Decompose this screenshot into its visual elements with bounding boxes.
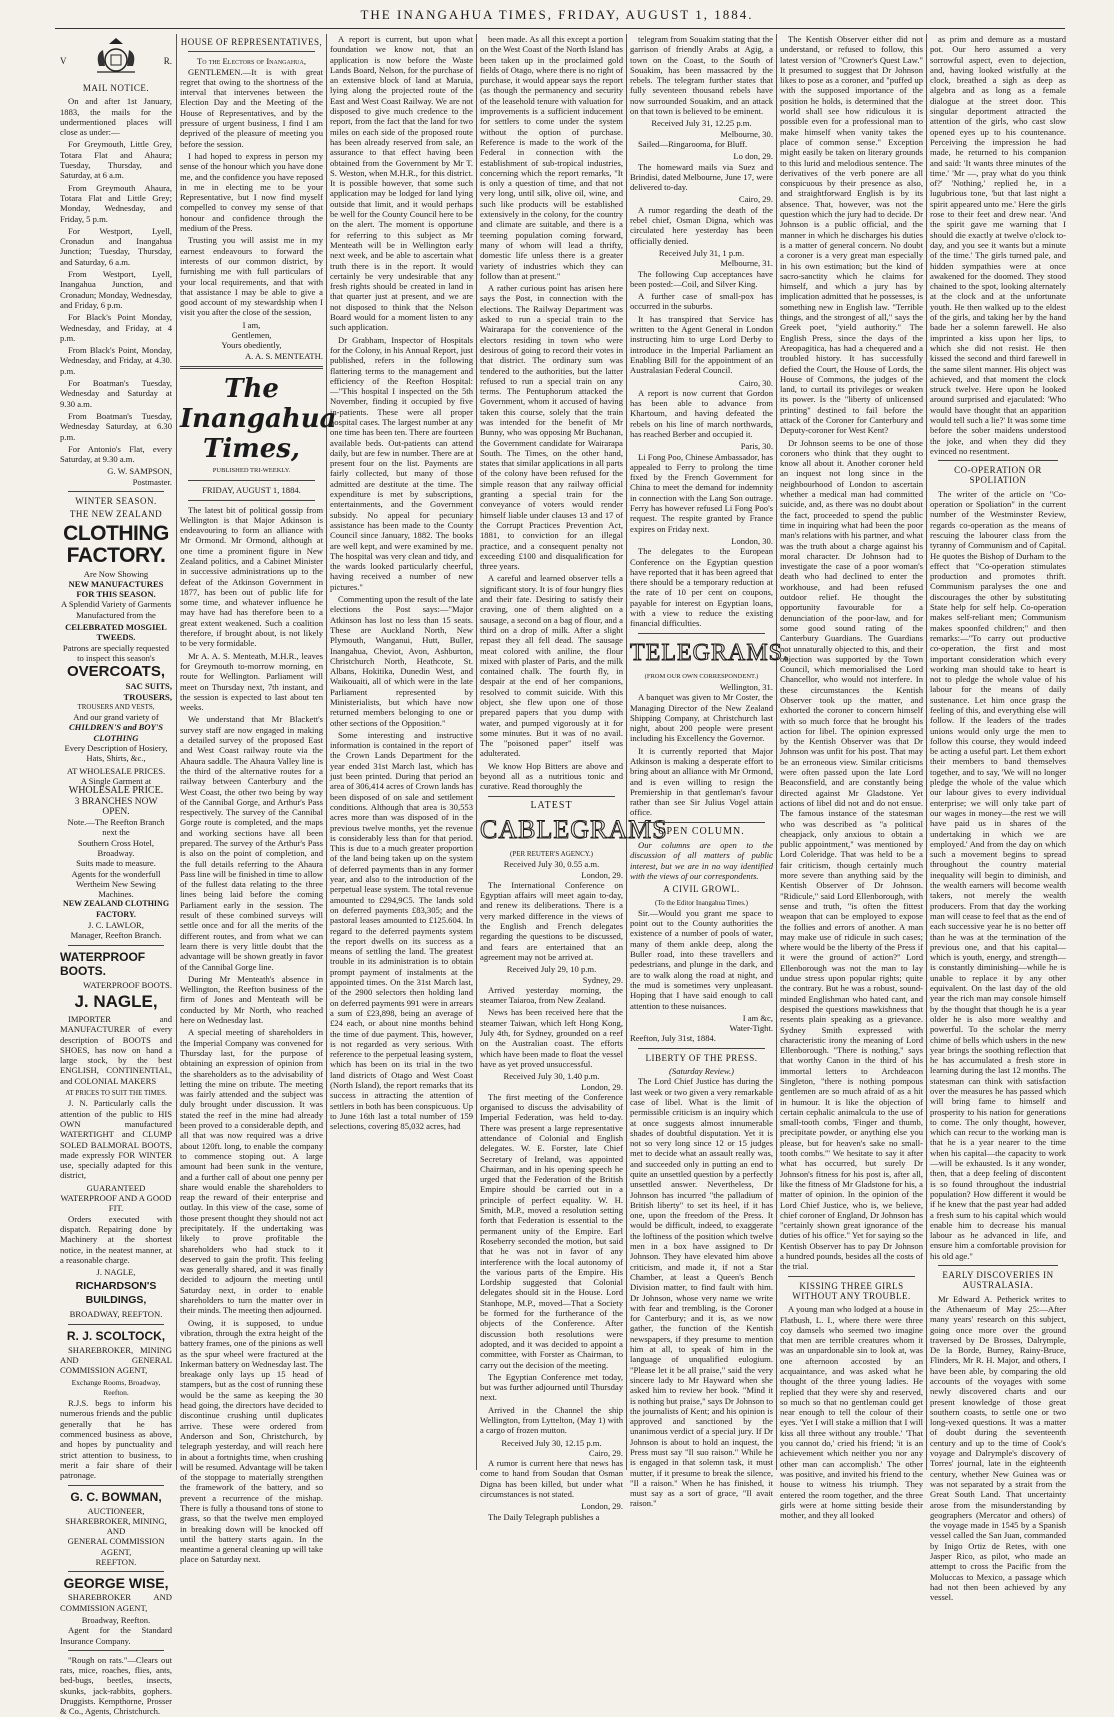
mail-notice-line: From Greymouth Ahaura, Totara Flat and Little Grey; Monday, Wednesday, and Friday, 5 p.m.	[60, 182, 172, 224]
cable-item: A rumor is current here that news has come to hand from Soudan that Osman Digna has been killed, but under what circumstances is not stated.	[480, 1458, 623, 1500]
article-body: A young man who lodged at a house in Flatbush, L. I., where there were three coy damsels who seemed two imagine that men are terrible creatures whom it was an unpardonable sin to look at, was one afternoon accosted by an acquaintance, and was asked what he thought of the three young ladies. He replied that they were shy and reserved, so much so that no gentleman could get near enough to tell the colour of their eyes. 'Yet I will stake a million that I will kiss all three without any trouble.' 'That you cannot do,' cried his friend; 'it is an achievement which neither you nor any other man can accomplish.' The other was positive, and invited his friend to the house to witness his triumph. They entered the room together, and the three girls were at home sitting beside their mother, and they all looked	[780, 1304, 923, 1521]
news-paragraph: A banquet was given to Mr Coster, the Managing Director of the New Zealand Shipping Company, at Christchurch last night, about 200 people were present including his Excellency the Governor.	[630, 692, 773, 744]
showing-line: Are Now Showing	[83, 568, 149, 579]
overcoats: OVERCOATS,	[66, 663, 166, 681]
new-manufactures: NEW MANUFACTURES FOR THIS SEASON.	[68, 578, 164, 600]
broadway-reefton: BROADWAY, REEFTON.	[69, 1309, 163, 1320]
news-paragraph: A report is now current that Gordon has been able to advance from Khartoum, and having defeated the rebels on his line of march northwards, has reached Berber and occupied it.	[630, 387, 773, 439]
open-column-note: Our columns are open to the discussion of all matters of public interest, but we are in no way identified with the views of our correspondents.	[630, 840, 773, 881]
cable-dateline: Lo don, 29.	[733, 151, 773, 162]
separator	[180, 366, 323, 369]
saturday-review: (Saturday Review.)	[669, 1066, 734, 1077]
house-of-reps-title: HOUSE OF REPRESENTATIVES,	[180, 37, 323, 47]
telegrams-heading: TELEGRAMS.	[630, 639, 790, 666]
reefton-label: REEFTON.	[95, 1557, 137, 1568]
cable-dateline: London, 30.	[731, 535, 773, 546]
news-paragraph: A careful and learned observer tells a significant story. It is of four hungry flies and their fate. Desiring to satisfy their craving, one of them alighted on a sausage, a second on a bag of flour, and a third on a drop of milk. After a slight repast they all fell dead. The sausage meat colored with aniline, the flour mixed with plaster of Paris, and the milk contained chalk. The fourth fly, in despair at the end of her companions, resolved to commit suicide. With this object, she flew upon one of those prepared papers that you dump with water, and pumped vigorously at it for some minutes. But it was of no avail. The "poisoned paper" itself was adulterated.	[480, 573, 623, 759]
letter-signoff: I am &c,	[742, 1012, 773, 1023]
menteath-signature: A. A. S. MENTEATH.	[244, 350, 323, 361]
news-paragraph: been made. As all this except a portion on the West Coast of the North Island has been taken up in the proclaimed gold fields of Otago, where there is no right of purchase, it would appear says the report (as though the permanency and security of the leasehold tenure with valuation for improvements is a sufficient inducement for settlers to come under the system without the option of purchase. Reference is made to the work of the Federal in connection with the establishment of sub-tropical industries, concerning which the report remarks, "It is only a question of time, and that not very long, until silk, olive oil, wine, and such like products will be established extensively in the colony, for the country and climate are suitable, and there is a teeming population coming forward, many of whom will lead a thrifty, domestic life unless there is a greater variety of industries which they can follow than at present."	[480, 34, 623, 281]
nagle-body: IMPORTER and MANUFACTURER of every description of BOOTS and SHOES, has now on hand a large stock, by the best ENGLISH, CONTINENTIAL, and COLONIAL MAKERS	[60, 1013, 172, 1086]
masthead-title: THE INANGAHUA TIMES, FRIDAY, AUGUST 1, 1884.	[360, 7, 754, 22]
column-rule	[176, 34, 177, 1470]
editorial-paragraph: The latest bit of political gossip from Wellington is that Major Atkinson is endeavouring to form an alliance with Mr Ormond. Mr Ormond, although at one time a prominent figure in New Zealand politics, and a Cabinet Minister in successive administrations up to the defeat of the Atkinson Government in 1877, has been out of public life for some time, and whatever influence he may have had has therefore been to a great extent weakened. Such a coalition therefore, if brought about, is not likely to be very formidable.	[180, 504, 323, 649]
exchange-rooms: Exchange Rooms, Broadway, Reefton.	[71, 1377, 161, 1397]
cable-item: Received July 30, 1.40 p.m.	[503, 1071, 600, 1082]
trousers: TROUSERS,	[123, 691, 172, 702]
news-paragraph: A report is current, but upon what foundation we know not, that an application is now before the Waste Lands Board, Nelson, for the purchase of an extensive block of land at Maruia, lying along the projected route of the East and West Coast Railway. We are not disposed to give much credence to the report, from the fact that the land for two miles on each side of the proposed route has been already reserved from sale, an assurance to that effect having been obtained from the Government by Mr T. S. Weston, when M.H.R., for this district. It is possible however, that some such application may be lodged for land lying outside that limit, and it would perhaps be well for the County Council here to be on the alert. The moment is opportune for referring to this subject as Mr Menteath will be in Wellington early next week, and be able to ascertain what truth there is in the report. It would certainly be very undesirable that any fresh rights should be created in land in that quarter just at present, and we are not disposed to think that the Nelson Board would for a moment listen to any such application.	[330, 34, 473, 333]
cooperation-heading: CO-OPERATION OR SPOLIATION	[954, 465, 1042, 486]
cable-dateline: Melbourne, 31.	[720, 258, 773, 269]
cable-item: News has been received here that the steamer Taiwan, which left Hong Kong, July 4th, for Sydney, grounded on a reef on the Australian coast. The efforts which have been made to float the vessel have as yet proved unsuccessful.	[480, 1007, 623, 1069]
scoltock-heading: R. J. SCOLTOCK,	[66, 1328, 166, 1343]
news-paragraph: We know Hop Bitters are above and beyond all as a nutritious tonic and curative. Read thoroughly the	[480, 760, 623, 792]
childrens-clothing: CHILDREN'S and BOY'S CLOTHING	[68, 722, 164, 743]
trousers-vests: TROUSERS AND VESTS,	[77, 702, 155, 711]
news-paragraph: Some interesting and instructive information is contained in the report of the Crown Lands Department for the year ended 31st March last, which has just been printed. During that period an area of 306,414 acres of Crown lands has been disposed of on sale and settlement conditions. Although that area is 30,553 acres more than was disposed of in the previous twelve months, yet the revenue is considerably less than for that period. This is due to a much greater proportion of the land being taken up on the system of deferred payments than in any former year, and also to the introduction of the perpetual lease system. The total revenue amounted to £294,9C5. The lands sold on deferred payments £83,305; and the pastoral leases amounted to £125.604. In regard to the deferred payments system the report dwells on its success as a means of settling the land. The greatest trouble in its administration is to obtain prompt payment of instalments at the appointed times. On the 31st March last, of the 2900 selectors then holding land on deferred payments 991 were in arrears a sum of £23,898, being an average of £24 each, or about nine months behind the time of due payment. This, however, is not regarded as very serious. With reference to the perpetual leasing system, which has been on its trial in the two land districts of Otago and West Coast (North Island), the report remarks that its success in attracting the attention of settlers in both has been conspicuous. Up to June 16th last a total number of 159 selections, covering 85,032 acres, had	[330, 729, 473, 1132]
liberty-press-heading: LIBERTY OF THE PRESS.	[645, 1052, 758, 1063]
news-paragraph: telegram from Souakim stating that the garrison of friendly Arabs at Agig, a town on the Coast, to the South of Souakim, has been massacred by the rebels. The telegram further states that fully seventeen thousand rebels have now surrounded Souakim, and an attack on that town is believed to be eminent.	[630, 34, 773, 117]
royal-crest-icon	[91, 36, 141, 76]
separator	[188, 500, 315, 501]
masthead	[0, 0, 1114, 30]
separator	[68, 1650, 164, 1651]
column-rule	[476, 34, 477, 1470]
mail-signature: G. W. SAMPSON,	[107, 466, 172, 477]
guaranteed-line: GUARANTEED WATERPROOF AND A GOOD FIT.	[60, 1182, 172, 1214]
agents-line: Agents for the wonderfull	[71, 868, 161, 879]
cable-dateline: London, 29.	[581, 869, 623, 880]
kissing-heading: KISSING THREE GIRLS WITHOUT ANY TROUBLE.	[792, 1280, 911, 1301]
scoltock-body: SHAREBROKER, MINING AND GENERAL COMMISSION AGENT,	[60, 1344, 172, 1376]
wholesale-prices: AT WHOLESALE PRICES.	[66, 765, 166, 776]
separator	[938, 460, 1058, 461]
reuter-agency: (PER REUTER'S AGENCY.)	[509, 849, 593, 858]
gentlemen: Gentlemen,	[231, 330, 272, 341]
nagle-body2: J. N. Particularly calls the attention of the public to HIS OWN manufactured WATERTIGHT and CLUMP SOLED BALMORAL BOOTS, made expressly FOR WINTER use, specially adapted for this district,	[60, 1098, 172, 1181]
mail-notice-line: On and after 1st January, 1883, the mails for the undermentioned places will close as under:—	[60, 96, 172, 138]
cable-item: The Daily Telegraph publishes a	[488, 1511, 600, 1522]
lawlor-name: J. C. LAWLOR,	[88, 920, 144, 931]
orders-line: Orders executed with dispatch. Repairing done by Machinery at the shortest notice, in the neatest manner, at a reasonable charge.	[60, 1213, 172, 1265]
editorial-paragraph: During Mr Menteath's absence in Wellington, the Reefton business of the firm of Jones and Menteath will be conducted by Mr North, who reached here on Wednesday last.	[180, 973, 323, 1026]
mosgiel-tweeds: CELEBRATED MOSGIEL TWEEDS.	[65, 622, 167, 643]
column-rule	[626, 34, 627, 1470]
nz-heading: THE NEW ZEALAND	[69, 509, 163, 520]
masthead-rule	[55, 28, 1065, 29]
cable-item: Received July 30, 0.55 a.m.	[503, 859, 600, 870]
wise-heading: GEORGE WISE,	[63, 1575, 169, 1592]
cable-dateline: London, 29.	[581, 1501, 623, 1512]
column-rule	[326, 34, 327, 1470]
column-article	[780, 34, 923, 1521]
waterproof-boots-heading: WATERPROOF BOOTS.	[60, 949, 146, 978]
mail-notice-line: For Boatman's Tuesday, Wednesday and Saturday at 9.30 a.m.	[60, 378, 172, 409]
mail-notice-line: For Greymouth, Little Grey, Totara Flat and Ahaura; Tuesday, Thursday, and Saturday, at 6 a.m.	[60, 139, 172, 181]
news-paragraph: The delegates to the European Conference on the Egyptian question have reported that it has been agreed that there should be a temporary reduction at the rate of 10 per cent on coupons, payable for interest on Egyptian loans, with a view to reduce the existing financial difficulties.	[630, 546, 773, 629]
early-discoveries-heading: EARLY DISCOVERIES IN AUSTRALASIA.	[942, 1270, 1054, 1291]
clothing-factory-heading: CLOTHING FACTORY.	[63, 521, 169, 567]
auctioneer: AUCTIONEER,	[87, 1505, 145, 1516]
royal-crest-block	[60, 36, 172, 80]
cable-dateline: Melbourne, 30.	[720, 128, 773, 139]
address-paragraph: GENTLEMEN.—It is with great regret that owing to the shortness of the interval that intervenes between the Election Day and the Meeting of the House of Representatives, and by the pressure of urgent business, I find I am deprived of the pleasure of meeting you before the session.	[180, 66, 323, 149]
wise-agent: Agent for the Standard Insurance Company.	[60, 1625, 172, 1646]
paper-title: The Inangahua Times,	[180, 373, 337, 464]
mail-notice-title: MAIL NOTICE.	[82, 83, 150, 93]
editorial-paragraph: A special meeting of shareholders in the Imperial Company was convened for Thursday last, for the purpose of obtaining an expression of opinion from the shareholders as to the advisability of letting the mine on tribute. The meeting was fairly attended and the subject was duly brought under discussion. It was stated the reef in the mine had already been proved to a considerable depth, and all that was now required was a drive about 120ft. long, to enable the company to commence stoping out. A large amount had been sunk in the venture, and a further call of about one penny per share would enable the shareholders to reap the reward of their enterprise and outlay. In this view of the case, some of those present thought they should not act precipitately. If the undertaking was likely to prove profitable the shareholders who had stuck to it deserved to gain the profit. This feeling was generally shared, and it was finally decided to adjourn the meeting until Saturday next, in order to enable shareholders to turn the matter over in their minds. The meeting then adjourned.	[180, 1027, 323, 1316]
general-commission: GENERAL COMMISSION	[67, 1536, 165, 1547]
waterproof-boots-sub: WATERPROOF BOOTS.	[83, 979, 172, 990]
article-body: The Kentish Observer either did not understand, or refused to follow, this latest version of "Crowner's Quest Law." It presumed to suggest that Dr Johnson likes to pose as a coroner, and "puffed up with the supposed importance of the position he holds, is determined that the world shall see how ridiculous it is possible even for a professional man to make himself when vanity takes the place of common sense." Exception might easily be taken on literary grounds to this lurid and melodious sentence. The derivatives of the verb ponere are all conspicuous by their presence as also, and straightforward English is by its absence. That, however, was not the question which the jury had to decide. Dr Johnson is a public official, and the manner in which he discharges his duties is a matter of general concern. No doubt a coroner is a very great man especially in his own estimation; but the kind of sacro-sanctity which he claims for himself, and which a jury has by implication admitted that he possesses, is something new in English law. "Terrible things, and the strongest of all," says the Greek poet, "yield authority." The English Press, since the days of the Areopagitica, has had a chequered and a troubled history. It has successfully defied the Court, the House of Lords, the House of Commons, the judges of the land, to curtail its privileges or weaken its power. Is the "liberty of unlicensed printing" destined to fail before the attack of the Coroner for Canterbury and Deputy-coroner for West Kent?	[780, 34, 923, 436]
column-rule	[926, 34, 927, 1470]
yours-obediently: Yours obediently,	[221, 340, 282, 351]
richardson-buildings: RICHARDSON'S BUILDINGS,	[75, 1280, 157, 1307]
separator	[488, 796, 615, 797]
crest-letter-r: R.	[163, 56, 172, 66]
news-paragraph: Commenting upon the result of the late elections the Post says:—"Major Atkinson has lost no less than 15 seats. These are Auckland North, New Plymouth, Wanganui, Hutt, Buller, Inangahua, Cheviot, Avon, Ashburton, Christchurch North, Heathcote, St. Albans, Hokitika, Dunedin West, and Waikouaiti, all of which were in the late Parliament represented by Ministerialists, but which have now returned members belonging to one or other sections of the Opposition."	[330, 594, 473, 728]
separator	[188, 51, 315, 52]
letter-body: Sir.—Would you grant me space to point out to the County authorities the existence of a number of pools of water, many of them ankle deep, along the Buller road, into these travellers and pedestrians, and plunge in the dark, and are to walk along the road at night, and the mud is sometimes very unpleasant. Hoping that I have said enough to call attention to these nuisances.	[630, 907, 773, 1011]
cable-item: Received July 29, 10 p.m.	[506, 964, 597, 975]
column-features	[930, 34, 1066, 1603]
mail-notice-line: For Black's Point Monday, Wednesday, and Friday, at 4 p.m.	[60, 312, 172, 343]
separator	[938, 1265, 1058, 1266]
column-cablegrams	[480, 34, 668, 1522]
editorial-paragraph: Mr A. A. S. Menteath, M.H.R., leaves for Greymouth to-morrow morning, en route for Wellington. Parliament will meet on Thursday next, 7th instant, and the session is expected to last about ten weeks.	[180, 650, 323, 713]
sac-suits: SAC SUITS,	[125, 681, 172, 692]
column-rule	[776, 34, 777, 1470]
agent-label: AGENT,	[100, 1546, 132, 1557]
branches-open: 3 BRANCHES NOW OPEN.	[74, 796, 158, 817]
prices-line: AT PRICES TO SUIT THE TIMES.	[65, 1089, 167, 1098]
cable-dateline: Cairo, 30.	[738, 377, 773, 388]
news-paragraph: A further case of small-pox has occurred in the suburbs.	[630, 291, 773, 312]
wise-address: Broadway, Reefton.	[81, 1614, 151, 1625]
letter-signature: Water-Tight.	[729, 1023, 773, 1034]
cable-item: Arrived in the Channel the ship Wellington, from Lyttelton, (May 1) with a cargo of frozen mutton.	[480, 1404, 623, 1436]
variety-line: A Splendid Variety of Garments Manufactured from the	[60, 599, 172, 620]
separator	[68, 491, 164, 492]
news-paragraph: The following Cup acceptances have been posted:—Coil, and Silver King.	[630, 268, 773, 289]
cable-dateline: Wellington, 31.	[719, 681, 773, 692]
editorial-date: FRIDAY, AUGUST 1, 1884.	[202, 485, 301, 496]
column-news	[330, 34, 473, 1470]
cable-item: The Egyptian Conference met today, but was further adjourned until Thursday next.	[480, 1371, 623, 1403]
separator	[638, 1048, 765, 1049]
cable-item: The first meeting of the Conference organised to discuss the advisability of Imperial Federation, was held to-day. There was present a large representative attendance of Colonial and English delegates. W. E. Forster, late Chief Secretary of Ireland, was appointed Chairman, and in his opening speech he urged that the Federation of the British Empire should be carried out in a principle of perfect equality. W. H. Smith, M.P., moved a resolution setting forth that Federation is essential to the permanent unity of the Empire. Earl Roseberry seconded the motion, but said that he was not in favor of any interference with the local autonomy of the various parts of the Empire. His Lordship suggested that Colonial delegates should sit in the House. Lord Stanhope, M.P., moved—That a Society be formed for the furtherance of the objects of the Conference. After discussion both resolutions were adopted, and it was decided to appoint a committee, with Forster as Chairman, to carry out the decision of the meeting.	[480, 1091, 623, 1370]
bowman-body: SHAREBROKER, MINING, AND	[65, 1515, 167, 1537]
article-body: The writer of the article on "Co-operation or Spoliation" in the current number of the Westminster Review, regards co-operation as the means of rescuing the labourer class from the tyranny of Communism and of Capital. He quotes the Bishop of Durham to the effect that "Co-operation stimulates production and promotes thrift. Communism paralyses the one and discourages the other by substituting State help for self help. Co-operation makes self-reliant men; Communism makes spoonfed children;" and then remarks:—"To carry out productive co-operation, the first and most important consideration which every working man should take to heart is not to pledge the whole value of his labour for the means of daily sustenance. Let him once grasp the feeling of this, and everything else will follow. If the leaders of the trades unions would only urge the men to follow this course, they would indeed be acting a useful part. Let them exhort their members to band themselves together, and to say, 'We will no longer pledge the whole of the value which our labour gives to every individual enterprise; we will only take part of our wages in money—the rest we will have paid us in shares of the undertaking in which we are employed.' And from the day on which such a movement begins to spread throughout the country material inequality will begin to diminish, and the wealth earners will become wealth takers, not merely the wealth producers. From that day the working man will cease to feel that as the end of each successive year he is no better off than he was at the termination of the previous one, and that his capital—which is youth, energy, and strength—is constantly diminishing—while he is unable to replace it by any other equivalent. On the last day of the old year the rich man may console himself by the thought that though he is a year older he is also more wealthy and powerful. To the scholar the merry chime of bells which ushers in the new year brings the soothing reflection that he has accumulated a fresh store in learning during the last 12 months. The statesman can think with satisfaction over the measures he has passed which will bring fame to himself and prosperity to his nation for generations to come. The only thought, however, which can recur to the working man is that he is a year nearer to the time when his capital—the capacity to work—will be exhausted. Is it any wonder, then, that a deep feeling of discontent is so found throughout the industrial population? How different it would be if he knew that the past year had added a fresh sum to his capital which would enable him to decrease his manual labour as he advanced in life, and ensure him a comfortable provision for his old age."	[930, 488, 1066, 1261]
cable-dateline: Paris, 30.	[740, 441, 773, 452]
separator	[638, 822, 765, 823]
nagle-sig: J. NAGLE,	[96, 1267, 136, 1278]
wholesale-price: WHOLESALE PRICE.	[68, 785, 164, 797]
cable-dateline: Cairo, 29.	[738, 194, 773, 205]
news-paragraph: A rather curious point has arisen here says the Post, in connection with the elections. The Railway Department was asked to run a special train to the Wairarapa for the convenience of the electors residing in town who were desirous of going to record their votes in that district. The ordinary sum was tendered to the authorities, but the latter refused to run a special train on any terms. The Pentuphorum attacked the Government, whom it accused of having taken this course, solely that the train was intended for the benefit of Mr Bunny, who was opposing Mr Buchanan, the Government candidate for Wairarapa South. The Times, on the other hand, states that similar applications in all parts of the colony have been refused for the simple reason that any railway official granting a special train for the conveyance of voters would render himself liable under clauses 13 and 17 of the Corrupt Practices Prevention Act, 1881, to conviction for an illegal practice, and a consequent penalty not exceeding £100 and disqualification for three years.	[480, 283, 623, 572]
mail-notice-line: For Westport, Lyell, Cronadun and Inangahua Junction; Tuesday, Thursday, and Saturday, 6 a.m.	[60, 225, 172, 267]
patrons-line: Patrons are specially requested to inspect this season's	[62, 642, 170, 663]
address-paragraph: Trusting you will assist me in my earnest endeavours to forward the interests of our common district, by furnishing me with full particulars of your local requirements, and that with that assistance I may be able to give a good account of my stewardship when I visit you after the close of the session,	[180, 235, 323, 318]
cable-item: Received July 30, 12.15 p.m.	[501, 1437, 602, 1448]
crest-letter-v: V	[60, 56, 67, 66]
news-paragraph: It is currently reported that Major Atkinson is making a desperate effort to bring about an alliance with Mr Ormond, and is even willing to resign the Premiership in that gentleman's favour rather than see Sir Julius Vogel attain office.	[630, 745, 773, 818]
bowman-heading: G. C. BOWMAN,	[70, 1489, 162, 1504]
mail-signature-role: Postmaster.	[132, 476, 172, 487]
published-tri-weekly: PUBLISHED TRI-WEEKLY.	[212, 466, 291, 474]
cable-item: Received July 31, 1 p.m.	[658, 247, 745, 258]
lawlor-role: Manager, Reefton Branch.	[70, 930, 162, 941]
article-body: The Lord Chief Justice has during the last week or two given a very remarkable case of libel. What is the limit of permissible criticism is an inquiry which at once suggests almost innumerable shades of doubtful disputation. Yet it is not so very long since 12 or 15 judges met to decide what an assault really was, and succeeded only in putting an end to quite an unsettled question by a perfectly unsettled answer. Nevertheless, Dr Johnson has incurred "the palladium of British liberty" to set its heel, if it has one, upon the freedom of the Press. It would be difficult, indeed, to exaggerate the loftiness of the position which twelve men in a box have assigned to Dr Johnson. They have elevated him above criticism, and made it, if not a Star Chamber, at least a Queen's Bench Division matter, to find fault with him. Dr Johnson, whose very name we write with fear and trembling, is the Coroner for Canterbury; and it is, as we now gather, the function of the Kentish newspapers, if they presume to mention him at all, to speak of him in the language of unqualified eulogium. "Please let it be all praise," said the very sincere lady to Mr Hayward when she asked him to review her book. "Mind it is nothing but praise," says Dr Johnson to the journalists of Kent; and his opinion is approved and sanctioned by the unanimous verdict of a special jury. If Dr Johnson is about to hold an inquest, the Press must say "Il suo raison." While he is engaged in that solemn task, it must mutter, if it presume to break the silence, "Il a raison." When he has finished, it must say as a sort of grace, "Il avait raison."	[630, 1076, 773, 1509]
separator	[68, 1324, 164, 1325]
cable-dateline: London, 29.	[581, 1081, 623, 1092]
column-editorial	[180, 34, 337, 1565]
cable-dateline: Cairo, 29.	[588, 1447, 623, 1458]
article-body: Dr Johnson seems to be one of those coroners who think that they ought to know all about it. Another coroner held an inquest not long since in the neighbourhood of London to ascertain whether a medical man had committed suicide, and, as there was no doubt about the fact, proceeded to spend the public time in inquiring what had been the poor man's relations with his partner, and what was the truth about a charge against his moral character. Dr Johnson had to investigate the case of a poor woman's death who had declined to enter the workhouse, and had been refused outdoor relief. He thought the opportunity favourable for a denunciation of the poor-law, and for some good sound rating of the Canterbury Guardians. The Guardians not unnaturally objected to this, and their objection was supported by the Town Council, which memorialised the Lord Chancellor, who would not interfere. In these circumstances the Kentish Observer took up the matter, and exhorted the coroner to concern himself with so much force that he brought his action for libel. The opinion expressed by the Kentish Observer was that Dr Johnson was unfit for his post. That may be an erroneous view. Similar criticisms were often passed upon the late Lord Beaconsfield, and are constantly being directed against Mr Gladstone. Yet actions of libel did not and do not ensue. The famous instance of the statesman who was described as "a political cheapjack, only anxious to obtain a public appointment," was mentioned by Lord Coleridge. That was held to be a fair criticism, though certainly much more severe than anything said by the Kentish Observer of Dr Johnson. "Ridicule," said Lord Ellenborough, with sense and truth, "is often the fittest weapon that can be employed to expose the follies and errors of another. A man may make use of ridicule in such cases; where would be the liberty of the Press if it were the ground of action?" Lord Ellenborough was not the man to lay undue stress upon popular rights; quite the contrary. But he was a robust, sound-minded Englishman who hated cant, and despised the questions mawkishness that resents plain speaking as a grievance. Sydney Smith expressed with characteristic irony the meaning of Lord Ellenborough. "There is nothing," says that worthy Canon in the third of his immortal letters to Archdeacon Singleton, "there is nothing pompous gentlemen are so much afraid of as a hit in humour. It is like the objection of certain cephalic animalcula to the use of small-tooth combs, 'Finger and thumb, precipitate powder, or anything else you please, but for heaven's sake no small-tooth combs.'" We hesitate to say it after what has occurred, but surely Dr Johnson's fitness for his post is, after all, like the fitness of Mr Gladstone for his, a matter of opinion. In the opinion of the Lord Chief Justice, who is, we believe, chief coroner of England, Dr Johnson has "certainly shown great ignorance of the duties of his office." Yet for saying so the Kentish Observer has to pay Dr Johnson a hundred pounds, besides all the costs of the trial.	[780, 437, 923, 1272]
nagle-heading: J. NAGLE,	[74, 991, 158, 1011]
rough-on-rats: "Rough on rats."—Clears out rats, mice, roaches, flies, ants, bed-bugs, beetles, insects, skunks, jack-rabbits, gophers. Druggists. Kempthorne, Prosser & Co., Agents, Christchurch.	[60, 1654, 172, 1717]
cable-dateline: Sydney, 29.	[582, 974, 623, 985]
cable-item: Received July 31, 12.25 p.m.	[651, 118, 752, 129]
mail-notice-line: From Black's Point, Monday, Wednesday, and Friday, at 4.30. p.m.	[60, 345, 172, 376]
article-body: Mr Edward A. Petherick writes to the Athenaeum of May 25:—After many years' research on this subject, going once more over the ground traversed by De Brosses, Dalrymple, De la Borde, Burney, Rainy-Bruce, Flinders, Mr R. H. Major, and others, I have been able, by comparing the old accounts of the voyages with some newly discovered charts and our present knowledge of those great southern coasts, to settle one or two long-vexed questions. It was a matter of doubt during the seventeenth century and up to the time of Cook's voyage and Dalrymple's discovery of Torres' journal, late in the eighteenth century, whether New Guinea was or was not separated by a strait from the Great South Land. That uncertainty arose from the misunderstanding by geographers (Mercator and others) of the voyage made in 1545 by a Spanish vessel called the San Juan, commanded by Inigo Ortiz de Retes, with one Jasper Rico, as pilot, who made an attempt to cross the Pacific from the Moluccas to Mexico, a passage which had not then been achieved by any vessel.	[930, 1293, 1066, 1603]
wise-body: SHAREBROKER AND COMMISSION AGENT,	[60, 1592, 172, 1613]
civil-growl-heading: A CIVIL GROWL.	[663, 884, 740, 895]
news-paragraph: Li Fong Poo, Chinese Ambassador, has appealed to Ferry to prolong the time fixed by the French Government for China to meet the demand for indemnity in connection with the Lang Son outrage. Ferry has however refused Li Fong Poo's request. The respite granted by France expires on Friday next.	[630, 451, 774, 534]
address-paragraph: I had hoped to express in person my sense of the honour which you have done me, and the confidence you have reposed in me in electing me to be your Representative, but I now find myself compelled to convey my sense of that honour and confidence through the medium of the Press.	[180, 150, 323, 234]
column-advertisements	[60, 34, 172, 1717]
mail-notice-line: From Westport, Lyell, Inangahua Junction, and Cronadun; Monday, Wednesday, and Friday, 6 p.m.	[60, 269, 172, 310]
cable-item: The International Conference on Egyptian affairs will meet again to-day, and renew its deliberations. There is a very marked difference in the views of the English and French delegates regarding the questions to be discussed, and fears are entertained that an agreement may not be arrived at.	[480, 879, 623, 962]
own-correspondent: (FROM OUR OWN CORRESPONDENT.)	[644, 672, 759, 680]
mail-notice-line: From Boatman's Tuesday, Wednesday Saturday, at 6.30 p.m.	[60, 410, 172, 442]
cablegrams-heading: CABLEGRAMS	[480, 814, 668, 844]
news-paragraph: Dr Grabham, Inspector of Hospitals for the Colony, in his Annual Report, just published, refers in the following flattering terms to the management and efficiency of the Reefton Hospital:—"This hospital I inspected on the 5th November, finding it occupied by five in-patients. These were all proper hospital cases. The largest number at any one time has been ten. There are fourteen available beds. Out-patients can attend daily, but are few in number. There are at present four on the list. Payments are fairly collected, but many of those admitted are destitute at the time. The expenditure is met by subscriptions, entertainments, and the Government subsidy. No appeal for pecuniary assistance has been made to the County Council since January, 1882. The books are well kept, and were examined by me. The hospital was very clean and tidy, and the wards looked particularly cheerful, having received a number of new pictures."	[330, 334, 473, 592]
mail-notice-line: For Antonio's Flat, every Saturday, at 9.30 a.m.	[60, 443, 172, 465]
editorial-paragraph: We understand that Mr Blackett's survey staff are now engaged in making a detailed survey of the proposed East and West Coast railway route via the Ahaura saddle. The Ahaura Valley line is the third of the alternative routes for a railway between Canterbury and the West Coast, the other two being by way of the Cannibal Gorge, and Arthur's Pass respectively. The survey of the Cannibal Gorge route is completed, and the maps and working sections have all been prepared. The survey of the Arthur's Pass is also on the point of completion, and the full details referring to the Ahaura Pass line will be finished in time to allow of the fullest data relating to the three lines being laid before the coming Parliament early in the session. The result of these combined surveys will settle once and for all the merits of the different routes, and from what we can learn there is very little doubt that the advantage will be shown greatly in favor of the Cannibal Gorge line.	[180, 714, 323, 972]
wertheim-machines: Wertheim New Sewing Machines.	[76, 878, 156, 900]
suits-measure: Suits made to measure.	[76, 858, 156, 869]
separator	[68, 1485, 164, 1486]
news-paragraph: Sailed—Ringarooma, for Bluff.	[638, 138, 748, 149]
news-paragraph: A rumor regarding the death of the rebel chief, Osman Digna, which was circulated here yesterday has been officially denied.	[630, 204, 773, 246]
news-paragraph: The homeward mails via Suez and Brindisi, dated Melbourne, June 17, were delivered to-day.	[630, 161, 773, 193]
to-electors: To the Electors of Inangahua,	[197, 56, 306, 67]
nz-clothing-factory: NEW ZEALAND CLOTHING FACTORY.	[62, 899, 170, 919]
article-body: as prim and demure as a mustard pot. Our hero assumed a very sorrowful aspect, even to dejection, and, having looked wistfully at the clock, breathed a sigh as deep as algebra and as long as a female dialogue at the street door. This singular deportment attracted the attention of the girls, who cast slow opened eyes up to his countenance. Perceiving the impression he had made, he returned to his companion and said: 'It wants three minutes of the time.' 'Mr —, pray what do you think of?' 'Nothing,' replied he, in a lugubrious tone, 'but that last night a spirit appeared unto me.' Here the girls rose to their feet and drew near. 'And the spirit gave me warning that I should die exactly at twelve o'clock to-day, and you see it wants but a minute of the time.' The girls turned pale, and hidden sympathies were at once awakened for the doomed. They stood chained to the spot, looking alternately at the clock and at the unfortunate youth. He then walked up to the eldest of the girls, and taking her by the hand bade her a solemn farewell. He also imprinted a kiss upon her lips, to which she did not resist. He then kissed the second and third farewell in the same silent manner. His object was achieved, and that moment the clock struck twelve. Here upon he looked around surprised and ejaculated: 'Who would have thought that an apparition would tell such a lie?' It was some time before the sober maidens understood the joke, and when they did they evinced no resentment.	[930, 34, 1066, 456]
i-am: I am,	[242, 319, 261, 330]
reefton-note: Note.—The Reefton Branch next the	[67, 817, 165, 838]
separator	[68, 1571, 164, 1572]
scoltock-body2: R.J.S. begs to inform his numerous friends and the public generally that he has commenced business as above, and hopes by punctuality and strict attention to business, to merit a fair share of their patronage.	[60, 1398, 172, 1481]
separator	[788, 1276, 915, 1277]
open-column-heading: OPEN COLUMN.	[658, 825, 745, 837]
separator	[68, 945, 164, 946]
cable-item: Arrived yesterday morning, the steamer Taiaroa, from New Zealand.	[480, 984, 623, 1006]
letter-date: Reefton, July 31st, 1884.	[630, 1033, 716, 1044]
latest-heading: LATEST	[530, 799, 573, 811]
column-telegrams	[630, 34, 790, 1509]
to-editor: (To the Editor Inangahua Times.)	[654, 898, 749, 907]
hosiery-line: Every Description of Hosiery, Hats, Shirts, &c.,	[64, 743, 168, 764]
editorial-paragraph: Owing, it is supposed, to undue vibration, through the extra height of the battery frames, one of the pinions as well as the spur wheel were fractured at the Inkerman battery on Wednesday last. The breakage only lays up 15 head of stampers, but as the cost of running these would be the same as keeping the 30 head going, the directors have decided to discontinue crushing until duplicates arrive. These were ordered from Anderson and Son, Christchurch, by telegraph yesterday, and will reach here in about a fortnights time, when crushing will be resumed. Advantage will be taken of the stoppage to materially strengthen the framework of the battery, and so prevent a recurrence of the mishap. There is fully a thousand tons of stone to grass, so that the twelve men employed in breaking down will be knocked off until the battery starts again. In the meantime a general cleaning up will take place on Saturday next.	[180, 1317, 323, 1565]
grand-variety: And our grand variety of	[73, 712, 159, 723]
separator	[638, 633, 765, 634]
southern-cross: Southern Cross Hotel, Broadway.	[77, 837, 155, 858]
separator	[188, 480, 315, 481]
single-garment: A Single Garment at	[80, 775, 152, 786]
winter-season: WINTER SEASON.	[75, 495, 157, 506]
news-paragraph: It has transpired that Service has written to the Agent General in London instructing him to urge Lord Derby to introduce in the Imperial Parliament an Enabling Bill for the appointment of an Australasian Federal Council.	[630, 313, 773, 376]
